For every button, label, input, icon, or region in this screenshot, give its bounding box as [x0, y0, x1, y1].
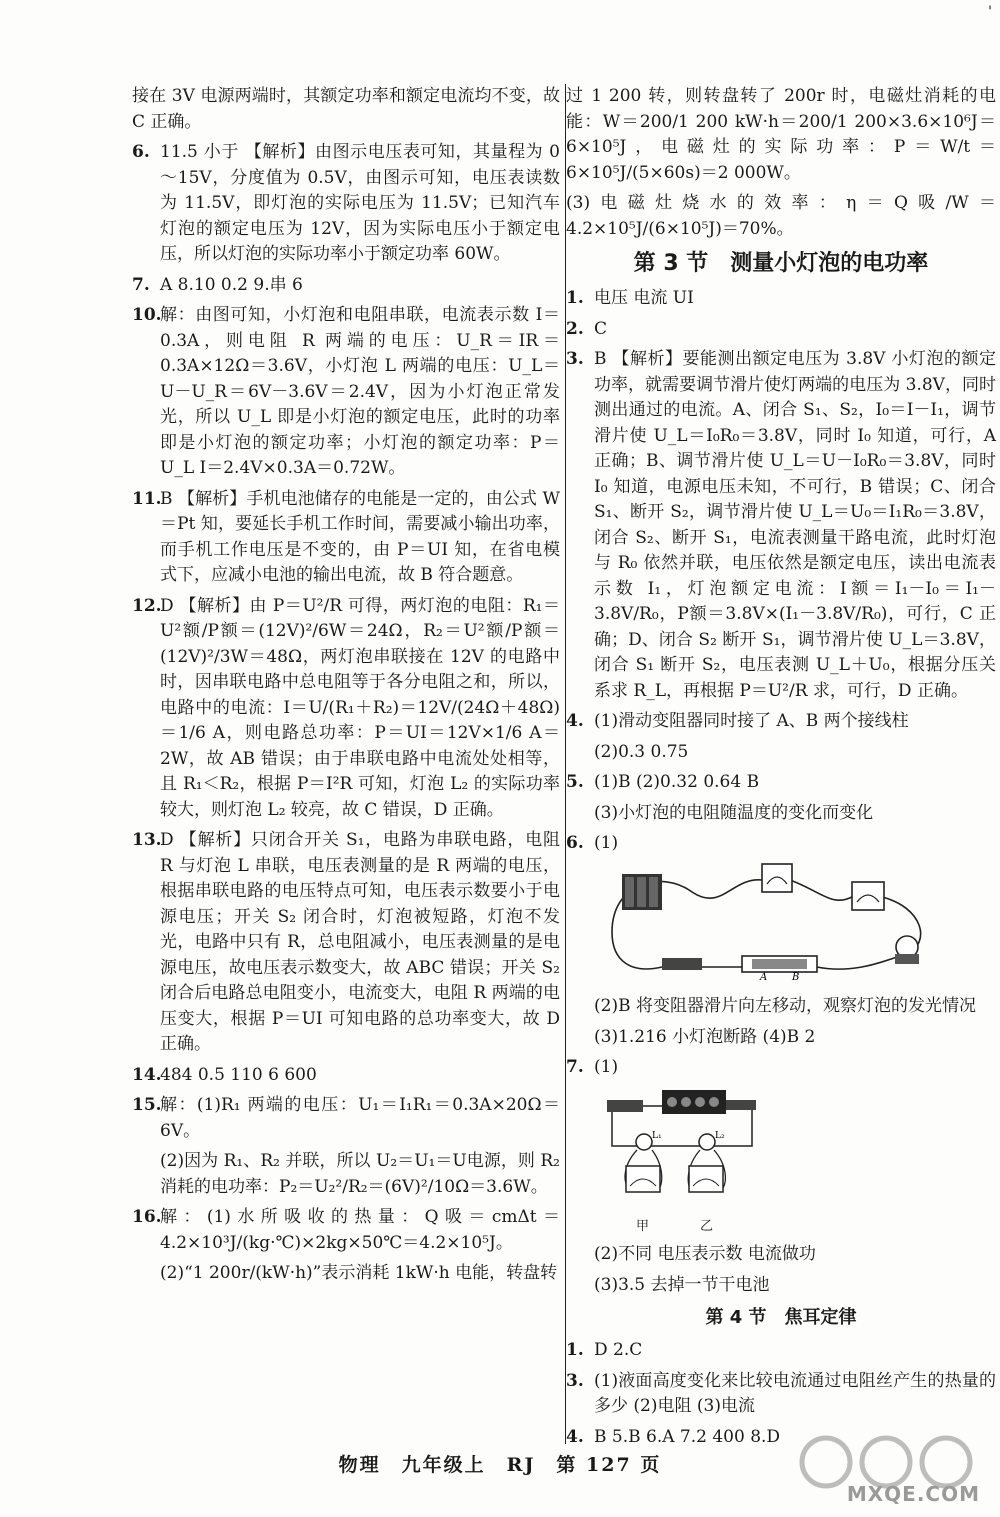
- answer-subitem: (3)3.5 去掉一节干电池: [594, 1274, 770, 1295]
- left-column: [132, 84, 560, 1292]
- answer-item: 6. (1): [566, 833, 619, 853]
- figure-label-yi: 乙: [700, 1219, 714, 1234]
- section-title: 第 3 节 测量小灯泡的电功率: [633, 251, 929, 276]
- answer-subitem: (2)因为 R₁、R₂ 并联，所以 U₂＝U₁＝U电源，则 R₂ 消耗的电功率：P₂＝U₂²/R₂＝(6V)²/10Ω＝3.6W。: [160, 1151, 560, 1197]
- figure-label-jia: 甲: [636, 1219, 650, 1234]
- circuit-diagram-icon: [602, 862, 942, 980]
- watermark-text: MXQE.COM: [846, 1482, 980, 1506]
- left-intro: 接在 3V 电源两端时，其额定功率和额定电流均不变，故 C 正确。: [132, 86, 560, 132]
- answer-item: 13. D 【解析】只闭合开关 S₁，电路为串联电路，电阻 R 与灯泡 L 串联，电压表测量的是 R 两端的电压，根据串联电路的电压特点可知，电压表示数要小于电源电压；开关 S₂ 闭合时，灯泡被短路，灯泡不发光，电路中只有 R，总电阻减小，电压表测量的是电源电压，故电压表示数变大，故 ABC 错误；开关 S₂ 闭合后电路总电阻变小，电流变大，电阻 R 两端的电压变大，根据 P＝UI 可知电路的总功率变大，故 D 正确。: [132, 830, 560, 1054]
- answer-item: 2. C: [566, 318, 608, 339]
- answer-item: 5. (1)B (2)0.32 0.64 B: [566, 772, 760, 792]
- answer-item: 7. A 8.10 0.2 9.串 6: [132, 274, 303, 295]
- answer-item: 4. (1)滑动变阻器同时接了 A、B 两个接线柱: [566, 711, 909, 731]
- svg-text:A: A: [760, 971, 768, 980]
- svg-text:L₂: L₂: [715, 1130, 725, 1141]
- answer-subitem: (2)“1 200r/(kW·h)”表示消耗 1kW·h 电能，转盘转: [160, 1263, 558, 1283]
- page-footer: 物理 九年级上 RJ 第 127 页: [338, 1454, 662, 1476]
- svg-text:B: B: [792, 971, 800, 980]
- answer-item: 7. (1): [566, 1057, 619, 1077]
- svg-text:L₁: L₁: [652, 1130, 662, 1141]
- answer-item: 14. 484 0.5 110 6 600: [132, 1064, 317, 1085]
- circuit-figure-6: [566, 862, 996, 989]
- answer-item: 4. B 5.B 6.A 7.2 400 8.D: [566, 1426, 781, 1447]
- answer-subitem: (2)0.3 0.75: [594, 741, 689, 762]
- answer-subitem: (3)小灯泡的电阻随温度的变化而变化: [594, 802, 874, 823]
- continued-text: (3)电磁灶烧水的效率：η＝Q吸/W＝4.2×10⁵J/(6×10⁵J)＝70%。: [566, 193, 996, 239]
- answer-item: 3. B 【解析】要能测出额定电压为 3.8V 小灯泡的额定功率，就需要调节滑片使灯两端的电压为 3.8V，同时测出通过的电流。A、闭合 S₁、S₂，I₀＝I－I₁，调节滑片使 U_L＝I₀R₀＝3.8V，同时 I₀ 知道，可行，A 正确；B、调节滑片使 U_L＝U－I₀R₀＝3.8V，同时 I₀ 知道，电源电压未知，不可行，B 错误；C、闭合 S₁、断开 S₂，调节滑片使 U_L＝U₀＝I₁R₀＝3.8V，闭合 S₂、断开 S₁，电流表测量干路电流，此时灯泡与 R₀ 依然并联，电压依然是额定电压，读出电流表示数 I₁，灯泡额定电流：I额＝I₁－I₀＝I₁－3.8V/R₀，P额＝3.8V×(I₁－3.8V/R₀)，可行，C 正确；D、闭合 S₂ 断开 S₁，调节滑片使 U_L＝3.8V，闭合 S₁ 断开 S₂，电压表测 U_L＋U₀，根据分压关系求 R_L，再根据 P＝U²/R 求，可行，D 正确。: [566, 349, 996, 701]
- answer-item: 15. 解：(1)R₁ 两端的电压：U₁＝I₁R₁＝0.3A×20Ω＝6V。: [132, 1095, 560, 1141]
- circuit-diagram-icon: [602, 1086, 762, 1210]
- circuit-figure-7: [566, 1086, 996, 1237]
- answer-subitem: (2)不同 电压表示数 电流做功: [594, 1244, 816, 1264]
- answer-subitem: (2)B 将变阻器滑片向左移动，观察灯泡的发光情况: [594, 996, 976, 1016]
- answer-item: 6. 11.5 小于 【解析】由图示电压表可知，其量程为 0～15V，分度值为 0.5V，由图示可知，电压表读数为 11.5V，即灯泡的实际电压为 11.5V；已知汽车灯泡的额定电压为 12V，因为实际电压小于额定电压，所以灯泡的实际功率小于额定功率 60W。: [132, 142, 560, 264]
- answer-item: 12. D 【解析】由 P＝U²/R 可得，两灯泡的电阻：R₁＝U²额/P额＝(12V)²/6W＝24Ω，R₂＝U²额/P额＝(12V)²/3W＝48Ω，两灯泡串联接在 12V 的电路中时，因串联电路中总电阻等于各分电阻之和，所以，电路中的电流：I＝U/(R₁＋R₂)＝12V/(24Ω＋48Ω)＝1/6 A，则电路总功率：P＝UI＝12V×1/6 A＝2W，故 AB 错误；由于串联电路中电流处处相等，且 R₁＜R₂，根据 P＝I²R 可知，灯泡 L₂ 的实际功率较大，则灯泡 L₂ 较亮，故 C 错误，D 正确。: [132, 595, 560, 820]
- answer-item: 11. B 【解析】手机电池储存的电能是一定的，由公式 W＝Pt 知，要延长手机工作时间，需要减小输出功率，而手机工作电压是不变的，由 P＝UI 知，在省电模式下，应减小电池的输出电流，故 B 符合题意。: [132, 488, 560, 585]
- answer-item: 3. (1)液面高度变化来比较电流通过电阻丝产生的热量的多少 (2)电阻 (3)电流: [566, 1370, 996, 1416]
- answer-subitem: (3)1.216 小灯泡断路 (4)B 2: [594, 1026, 816, 1047]
- right-column: [566, 84, 996, 1455]
- answer-item: 10. 解：由图可知，小灯泡和电阻串联，电流表示数 I＝0.3A，则电阻 R 两端的电压：U_R＝IR＝0.3A×12Ω＝3.6V，小灯泡 L 两端的电压：U_L＝U－U_R＝6V－3.6V＝2.4V，因为小灯泡正常发光，所以 U_L 即是小灯泡的额定电压，此时的功率即是小灯泡的额定功率；小灯泡的额定功率：P＝U_L I＝2.4V×0.3A＝0.72W。: [132, 305, 560, 478]
- answer-item: 1. 电压 电流 UI: [566, 288, 694, 308]
- continued-text: 过 1 200 转，则转盘转了 200r 时，电磁灶消耗的电能：W＝200/1 200 kW·h＝200/1 200×3.6×10⁶J＝6×10⁵J，电磁灶的实际功率：P＝W/t＝6×10⁵J/(5×60s)＝2 000W。: [566, 86, 996, 183]
- answer-item: 16. 解：(1)水所吸收的热量：Q吸＝cmΔt＝4.2×10³J/(kg·℃)×2kg×50℃＝4.2×10⁵J。: [132, 1207, 560, 1253]
- section-title: 第 4 节 焦耳定律: [705, 1307, 857, 1328]
- answer-item: 1. D 2.C: [566, 1340, 643, 1360]
- corner-mark: ': [988, 4, 992, 20]
